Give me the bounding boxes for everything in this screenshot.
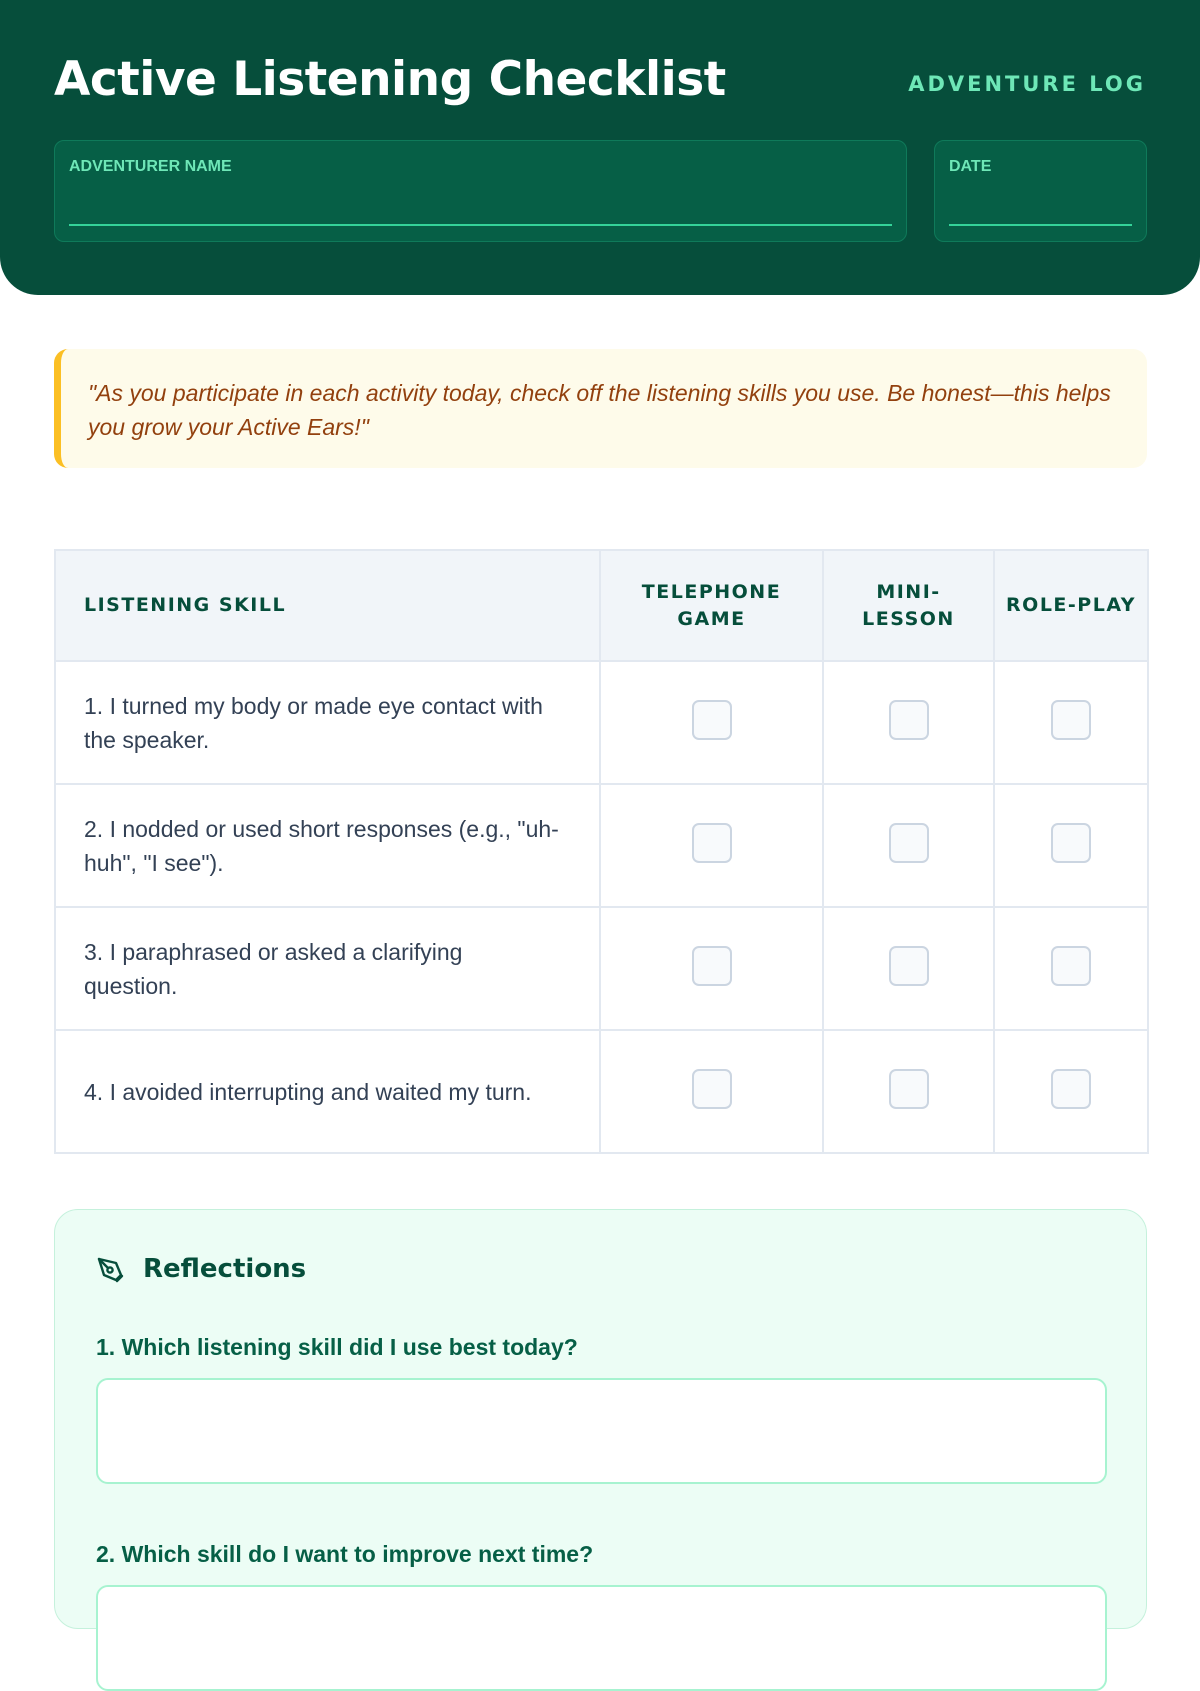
skill-column-header: LISTENING SKILL: [55, 550, 600, 661]
skill-text: 3. I paraphrased or asked a clarifying question.: [55, 907, 600, 1030]
telephone-game-checkbox[interactable]: [692, 823, 732, 863]
reflection-question-1: 1. Which listening skill did I use best today?: [96, 1334, 578, 1360]
instructions-quote: "As you participate in each activity today, check off the listening skills you use. Be honest—this helps you grow your Active Ears!": [54, 349, 1147, 468]
table-row: [55, 1030, 1148, 1153]
pen-nib-icon: [95, 1254, 127, 1286]
reflections-panel: [54, 1209, 1147, 1629]
reflections-title: Reflections: [143, 1254, 307, 1284]
role-play-checkbox[interactable]: [1051, 946, 1091, 986]
mini-lesson-column-header: MINI-LESSON: [823, 550, 994, 661]
page-title: Active Listening Checklist: [54, 52, 726, 107]
table-row: [55, 661, 1148, 784]
telephone-game-column-header: TELEPHONE GAME: [600, 550, 823, 661]
role-play-checkbox[interactable]: [1051, 1069, 1091, 1109]
telephone-game-checkbox[interactable]: [692, 700, 732, 740]
page-header: [0, 0, 1200, 295]
adventurer-name-label: ADVENTURER NAME: [69, 158, 232, 175]
table-row: [55, 784, 1148, 907]
adventurer-name-underline[interactable]: [69, 224, 892, 226]
skill-text: 4. I avoided interrupting and waited my turn.: [55, 1030, 600, 1153]
role-play-column-header: ROLE-PLAY: [994, 550, 1148, 661]
telephone-game-checkbox[interactable]: [692, 1069, 732, 1109]
reflection-question-2: 2. Which skill do I want to improve next time?: [96, 1541, 594, 1567]
adventurer-name-field[interactable]: [54, 140, 907, 242]
mini-lesson-checkbox[interactable]: [889, 946, 929, 986]
adventure-log-badge: ADVENTURE LOG: [908, 72, 1146, 96]
reflection-answer-1[interactable]: [96, 1378, 1107, 1484]
mini-lesson-checkbox[interactable]: [889, 1069, 929, 1109]
skills-checklist-table: [54, 549, 1149, 1154]
reflection-answer-2[interactable]: [96, 1585, 1107, 1691]
mini-lesson-checkbox[interactable]: [889, 823, 929, 863]
role-play-checkbox[interactable]: [1051, 823, 1091, 863]
skill-text: 2. I nodded or used short responses (e.g., "uh-huh", "I see").: [55, 784, 600, 907]
telephone-game-checkbox[interactable]: [692, 946, 732, 986]
date-label: DATE: [949, 158, 992, 175]
table-row: [55, 907, 1148, 1030]
table-header-row: [55, 550, 1148, 661]
role-play-checkbox[interactable]: [1051, 700, 1091, 740]
date-field[interactable]: [934, 140, 1147, 242]
mini-lesson-checkbox[interactable]: [889, 700, 929, 740]
date-underline[interactable]: [949, 224, 1132, 226]
skill-text: 1. I turned my body or made eye contact with the speaker.: [55, 661, 600, 784]
